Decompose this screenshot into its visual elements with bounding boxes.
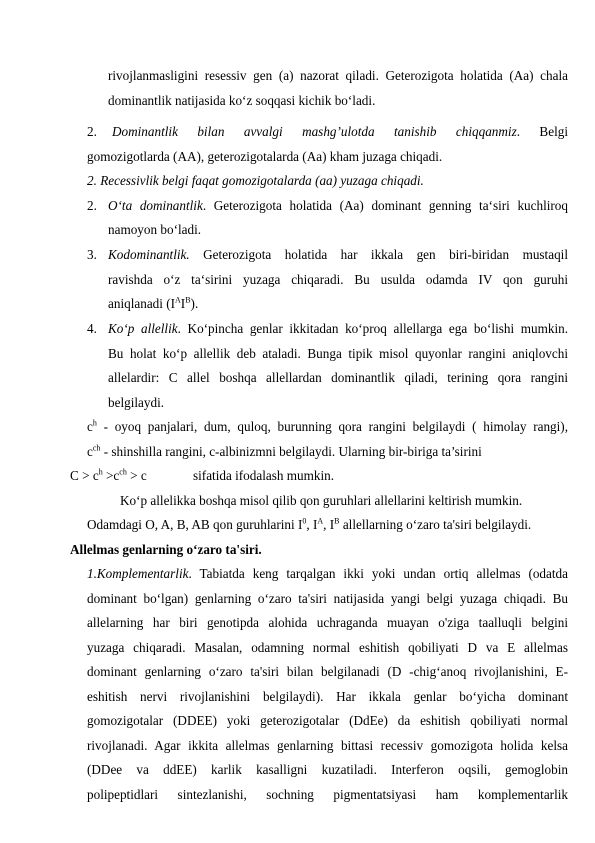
list-number: 4. [87, 321, 97, 336]
text-line: ravishda oʻz taʻsirini yuzaga chiqaradi. Bu usulda odamda IV qon guruhi [108, 272, 568, 287]
text-line: $C > c^h >c^{ch} > c$ [70, 467, 147, 483]
text-line: yuzaga chiqaradi. Masalan, odamning normal eshitish qobiliyati D va E allelmas [87, 640, 568, 655]
text-line: Bu holat koʻp allellik deb ataladi. Bunga tipik misol quyonlar rangini aniqlovchi [108, 346, 568, 361]
text-line: gomozigotlarda (AA), geterozigotalarda (Aa) kham juzaga chiqadi. [87, 149, 443, 164]
text-line: $c^h$ - oyoq panjalari, dum, quloq, burunning qora rangini belgilaydi ( himolay rangi), [87, 418, 568, 434]
text-line: dominant bo‘lgan) genlarning o‘zaro ta'siri natijasida yangi belgi yuzaga chiqadi. Bu [87, 591, 568, 606]
text-line: rivojlanadi. Agar ikkita allelmas genlarning bittasi recessiv gomozigota holida kelsa [87, 738, 568, 753]
list-number: 3. [87, 247, 97, 262]
text-line: allelardir: C allel boshqa allellardan dominantlik qiladi, terining qora rangini [108, 370, 568, 385]
text-line: dominantlik natijasida koʻz soqqasi kichik boʻladi. [108, 93, 376, 108]
text-line: polipeptidlari sintezlanishi, sochning pigmentatsiyasi ham komplementarlik [87, 787, 568, 802]
text-line: Ko‘p allelikka boshqa misol qilib qon guruhlari allellarini keltirish mumkin. [120, 493, 523, 508]
list-number: 2. [87, 124, 97, 139]
text-line: $c^{ch}$ - shinshilla rangini, c-albinizmni belgilaydi. Ularning bir-biriga ta’sirini [87, 443, 482, 459]
text-line: allelarning har biri genotipda alohida uchraganda muayan o'ziga taalluqli belgini [87, 615, 568, 630]
text-line: 2. Recessivlik belgi faqat gomozigotalarda (aa) yuzaga chiqadi. [87, 173, 424, 188]
text-line: aniqlanadi $(I^AI^B)$. [108, 295, 199, 311]
text-line: belgilaydi. [108, 395, 165, 410]
text-line: 1.Komplementarlik. Tabiatda keng tarqalgan ikki yoki undan ortiq allelmas (odatda [87, 566, 568, 581]
list-number: 2. [87, 198, 97, 213]
text-line: eshitish nervi rivojlanishini belgilaydi). Har ikkala genlar bo‘yicha dominant [87, 689, 568, 704]
text-line: Kodominantlik. Geterozigota holatida har ikkala gen biri-biridan mustaqil [108, 247, 568, 262]
text-line: (DDee va ddEE) karlik kasalligni kuzatiladi. Interferon oqsili, gemoglobin [87, 762, 568, 777]
text-line: Odamdagi O, A, B, AB qon guruhlarini $I^0$, $I^A$, $I^B$ allellarning o‘zaro ta'siri belgilaydi. [87, 516, 532, 532]
text-line: dominant genlarning o‘zaro ta'siri bilan belgilanadi (D -chig‘anoq rivojlanishini, E- [87, 664, 568, 679]
text-line: Koʻp allellik. Koʻpincha genlar ikkitadan koʻproq allellarga ega boʻlishi mumkin. [108, 321, 568, 336]
text-line: rivojlanmasligini resessiv gen (a) nazorat qiladi. Geterozigota holatida (Aa) chala [108, 68, 568, 83]
text-line: Oʻta dominantlik. Geterozigota holatida (Aa) dominant genning taʻsiri kuchliroq [108, 198, 568, 213]
text-line: Dominantlik bilan avvalgi mashg’ulotda tanishib chiqqanmiz. Belgi [112, 124, 568, 139]
section-heading: Allelmas genlarning o‘zaro ta'siri. [70, 542, 262, 557]
text-line: gomozigotalar (DDEE) yoki geterozigotalar (DdEe) da eshitish qobiliyati normal [87, 713, 568, 728]
text-line: sifatida ifodalash mumkin. [193, 468, 335, 483]
text-line: namoyon boʻladi. [108, 222, 202, 237]
